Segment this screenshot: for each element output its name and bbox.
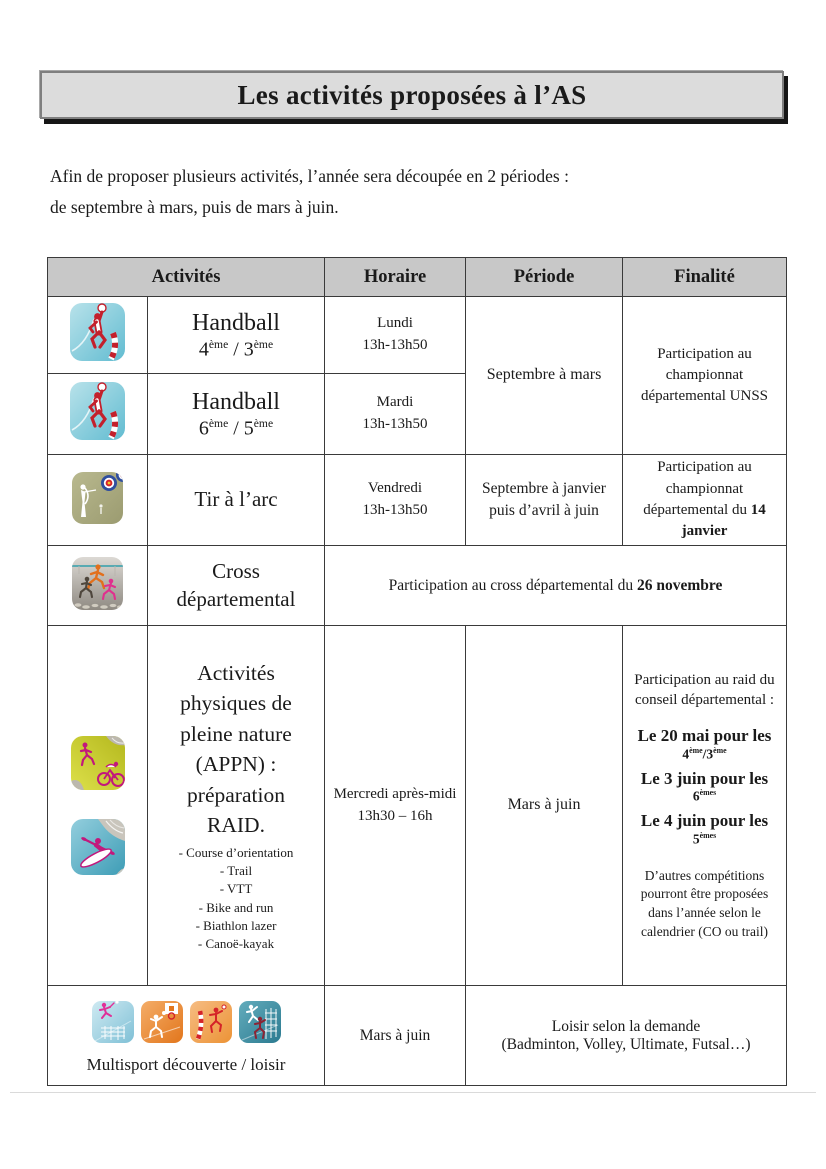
- purpose-archery: Participation au championnat départemental du 14 janvier: [623, 455, 787, 546]
- activity-title: Handball: [192, 309, 280, 336]
- cross-country-runners-icon: [71, 555, 125, 612]
- schedule-day: Lundi: [377, 315, 413, 332]
- schedule-time: 13h-13h50: [362, 416, 428, 432]
- volleyball-icon: [238, 997, 282, 1044]
- table-row-archery: [48, 455, 787, 546]
- multisport-icon-row: [52, 997, 320, 1044]
- raid-grades-3: 5èmes: [692, 830, 717, 847]
- schedule-day: Mercredi après-midi: [333, 785, 457, 802]
- handball-small-icon: [189, 997, 233, 1044]
- period-archery: Septembre à janvier puis d’avril à juin: [466, 455, 623, 546]
- cross-date-bold: 26 novembre: [636, 576, 723, 594]
- table-row-appn: [48, 626, 787, 986]
- intro-line-2: de septembre à mars, puis de mars à juin.: [50, 197, 339, 217]
- purpose-appn: [623, 626, 787, 986]
- cross-icon-cell: [48, 546, 148, 626]
- title-banner: [40, 71, 784, 119]
- purpose-handball: Participation au championnat départemental UNSS: [623, 297, 787, 455]
- raid-note: D’autres compétitions pourront être proposées dans l’année selon le calendrier (CO ou trail): [640, 867, 769, 939]
- raid-date-3: Le 4 juin pour les: [640, 811, 769, 831]
- period-handball: Septembre à mars: [466, 297, 623, 455]
- list-item: - Canoë-kayak: [197, 935, 275, 951]
- schedule-archery: [325, 455, 466, 546]
- activity-name-handball-6-5: [148, 374, 325, 455]
- page-divider-line: [10, 1092, 816, 1093]
- table-row-cross: [48, 546, 787, 626]
- multisport-cell: [48, 986, 325, 1086]
- header-row: [48, 258, 787, 297]
- activities-table: [47, 257, 787, 1086]
- schedule-multisport: Mars à juin: [325, 986, 466, 1086]
- intro-line-1: Afin de proposer plusieurs activités, l’année sera découpée en 2 périodes :: [50, 166, 569, 186]
- list-item: - Course d’orientation: [178, 844, 294, 860]
- table-row-handball-4-3: [48, 297, 787, 374]
- col-header-activities: Activités: [48, 258, 325, 297]
- schedule-day: Mardi: [376, 394, 414, 411]
- activity-name-handball-4-3: [148, 297, 325, 374]
- handball-6-5-icon-cell: [48, 374, 148, 455]
- trail-running-mtb-icon: [70, 735, 126, 791]
- raid-date-2: Le 3 juin pour les: [640, 768, 769, 788]
- col-header-horaire: Horaire: [325, 258, 466, 297]
- activity-title: Handball: [192, 388, 280, 415]
- raid-intro: Participation au raid du conseil départemental :: [634, 671, 775, 708]
- handball-player-icon: [69, 380, 127, 443]
- archery-icon-cell: [48, 455, 148, 546]
- schedule-time: 13h-13h50: [362, 502, 428, 518]
- appn-icon-cell: [48, 626, 148, 986]
- col-header-finalite: Finalité: [623, 258, 787, 297]
- appn-activity-list: [156, 844, 316, 953]
- activity-grades: 4ème / 3ème: [198, 337, 274, 361]
- list-item: - Bike and run: [198, 899, 274, 915]
- intro-paragraph: [50, 161, 569, 223]
- schedule-appn: [325, 626, 466, 986]
- purpose-date-bold: 14 janvier: [681, 502, 766, 540]
- list-item: - Trail: [219, 863, 253, 879]
- raid-grades-2: 6èmes: [692, 788, 717, 804]
- period-appn: Mars à juin: [466, 626, 623, 986]
- activity-grades: 6ème / 5ème: [198, 416, 274, 440]
- schedule-time: 13h-13h50: [362, 337, 428, 353]
- table-row-multisport: [48, 986, 787, 1086]
- handball-player-icon: [69, 301, 127, 364]
- schedule-handball-6-5: [325, 374, 466, 455]
- handball-4-3-icon-cell: [48, 297, 148, 374]
- multisport-details: Loisir selon la demande (Badminton, Volley, Ultimate, Futsal…): [466, 986, 787, 1086]
- col-header-periode: Période: [466, 258, 623, 297]
- activity-name-cross: Cross départemental: [148, 546, 325, 626]
- archery-target-icon: [71, 470, 125, 526]
- multisport-label: Multisport découverte / loisir: [86, 1054, 286, 1074]
- badminton-icon: [91, 997, 135, 1044]
- cross-details: Participation au cross départemental du 26 novembre: [325, 546, 787, 626]
- canoe-kayak-icon: [70, 817, 126, 877]
- list-item: - VTT: [219, 881, 253, 897]
- raid-date-1: Le 20 mai pour les: [637, 726, 772, 746]
- schedule-handball-4-3: [325, 297, 466, 374]
- raid-grades-1: 4ème/3ème: [682, 745, 727, 762]
- appn-title: Activités physiques de pleine nature (APPN) : préparation RAID.: [180, 660, 292, 838]
- activity-name-appn: [148, 626, 325, 986]
- list-item: - Biathlon lazer: [195, 917, 277, 933]
- schedule-day: Vendredi: [367, 480, 423, 497]
- activity-name-archery: Tir à l’arc: [148, 455, 325, 546]
- schedule-time: 13h30 – 16h: [357, 807, 433, 824]
- page-title: Les activités proposées à l’AS: [237, 79, 587, 110]
- basketball-icon: [140, 997, 184, 1044]
